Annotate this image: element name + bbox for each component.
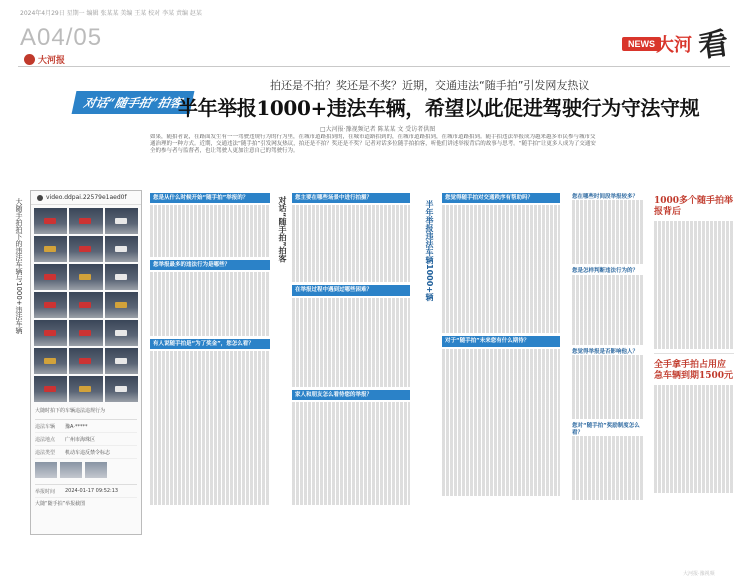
column-subhead: 对于“随手拍”未来您有什么期待？ <box>442 336 560 346</box>
photo-thumbnail <box>34 208 67 234</box>
report-form-footer <box>35 484 137 498</box>
article-column-1 <box>150 190 270 550</box>
qa-question: 您在哪些时间段举报较多？ <box>572 194 639 200</box>
photo-thumbnail <box>34 348 67 374</box>
photo-thumbnail <box>105 348 138 374</box>
article-column-2 <box>292 190 410 550</box>
footer-watermark: 大河报·豫视频 <box>683 571 715 577</box>
photo-thumbnail <box>34 320 67 346</box>
column-subhead: 在举报过程中遇到过哪些困难？ <box>292 285 410 295</box>
photo-thumbnail <box>69 376 102 402</box>
evidence-photo <box>60 462 82 478</box>
qa-question: 您对“随手拍”奖励制度怎么看？ <box>572 423 640 436</box>
masthead-meta: 2024年4月29日 星期一 编辑 张某某 美编 王某 校对 李某 责编 赵某 <box>20 10 202 17</box>
photo-thumbnail <box>105 236 138 262</box>
article-headline: 半年举报1000+违法车辆，希望以此促进驾驶行为守法守规 <box>178 96 700 120</box>
photo-thumbnail <box>69 320 102 346</box>
photo-thumbnail <box>69 292 102 318</box>
column-vertical-title: 半年举报违法车辆1000+辆 <box>425 200 434 301</box>
qa-column <box>572 190 644 550</box>
photo-thumbnail <box>69 348 102 374</box>
photo-grid <box>31 205 141 405</box>
sidebar-divider <box>654 353 734 354</box>
form-row: 举报时间 2024-01-17 09:52:13 <box>35 485 137 498</box>
article-column-3 <box>442 190 560 550</box>
photo-thumbnail <box>105 208 138 234</box>
phone-title-bar <box>31 191 141 205</box>
qa-question: 您是怎样判断违法行为的？ <box>572 268 639 275</box>
evidence-photo <box>35 462 57 478</box>
sidebar-headline-2: 全手拿手拍占用应急车辆到期1500元 <box>654 359 734 381</box>
section-name: 大河 <box>656 35 692 56</box>
form-row: 违法类型 机动车违反禁令标志 <box>35 446 137 459</box>
form-row: 违法地点 广州市海珠区 <box>35 433 137 446</box>
sidebar-headline: 1000多个随手拍举报背后 <box>654 196 734 217</box>
sidebar-column <box>654 190 734 550</box>
brand-logo-icon <box>24 54 35 65</box>
photo-caption: 大随时拍下的车辆违法违规行为 <box>35 408 106 414</box>
column-subhead: 家人和朋友怎么看待您的举报？ <box>292 390 410 400</box>
article-lede: 如果，随拍者说，在路面发生有一一驾驶违规行为的行为里，在城市道路拍到的，在城市道路拍到的，在城市道路拍到，在城市道路拍到。随手拍违法举报成为越来越多市民参与城市交通治理的一种方式。近期，交通违法“随手拍”引发网友热议，拍还是不拍？奖还是不奖？记者对话多位随手拍拍客，听他们讲述举报背后的故事与思考。“随手拍”让更多人成为了交通安全的参与者与监督者，也让驾驶人更加注意自己的驾驶行为。 <box>150 134 596 155</box>
newspaper-brand <box>24 53 65 66</box>
column-subhead: 您主要在哪些场景中进行拍摄？ <box>292 193 410 203</box>
photo-thumbnail <box>105 264 138 290</box>
brand-name: 大河报 <box>38 56 66 66</box>
column-vertical-title: 对话“随手拍”拍客 <box>278 196 287 263</box>
photo-thumbnail <box>34 292 67 318</box>
page-number: A04/05 <box>20 24 103 51</box>
video-icon <box>37 195 43 201</box>
photo-thumbnail <box>34 236 67 262</box>
column-subhead: 您是从什么时候开始“随手拍”举报的？ <box>150 193 270 203</box>
photo-vertical-label: 大随手拍拍下的违法车辆与1000+违法车辆 <box>15 198 23 334</box>
phone-title: video.ddpai.22579e1aed0f <box>46 194 127 201</box>
column-subhead: 您觉得随手拍对交通秩序有帮助吗？ <box>442 193 560 203</box>
section-big-char: 看 <box>696 26 731 65</box>
article-kicker: 拍还是不拍？奖还是不奖？近期，交通违法“随手拍”引发网友热议 <box>270 79 590 92</box>
form-row: 违法车辆 豫A·***** <box>35 420 137 433</box>
article-badge: 对话“随手拍”拍客 <box>72 91 195 114</box>
evidence-photos <box>31 459 141 481</box>
column-subhead: 有人说随手拍是“为了奖金”，您怎么看？ <box>150 339 270 349</box>
phone-screenshot <box>30 190 142 535</box>
section-tag: NEWS <box>622 37 661 51</box>
photo-thumbnail <box>69 264 102 290</box>
photo-thumbnail <box>105 376 138 402</box>
photo-thumbnail <box>69 236 102 262</box>
column-subhead: 您举报最多的违法行为是哪些？ <box>150 260 270 270</box>
photo-thumbnail <box>105 292 138 318</box>
photo-thumbnail <box>105 320 138 346</box>
photo-thumbnail <box>34 264 67 290</box>
masthead-divider <box>18 66 730 67</box>
article-byline: □大河报·豫视频记者 陈某某 文 受访者供图 <box>320 126 436 133</box>
photo-thumbnail <box>69 208 102 234</box>
photo-thumbnail <box>34 376 67 402</box>
report-form <box>35 419 137 459</box>
qa-question: 您觉得举报是否影响他人？ <box>572 349 639 356</box>
phone-footer-caption: 大随“随手拍”举报截图 <box>35 501 86 507</box>
evidence-photo <box>85 462 107 478</box>
